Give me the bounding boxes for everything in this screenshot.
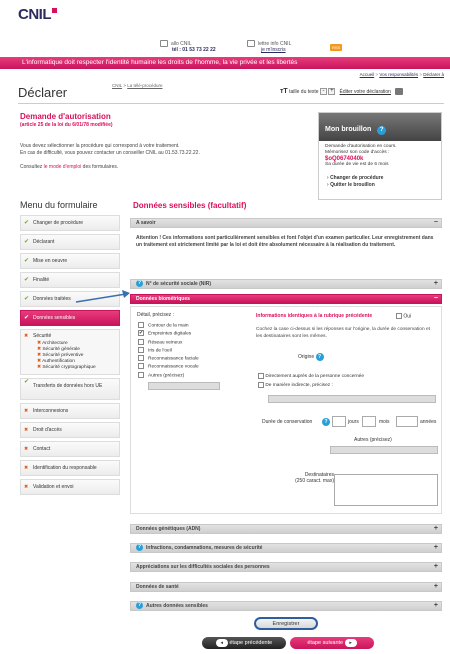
- subcrumb-item[interactable]: La télé-procédure: [127, 83, 163, 88]
- autres-input[interactable]: [148, 382, 220, 390]
- checkbox[interactable]: [138, 363, 144, 369]
- detail-label: Détail, précisez :: [137, 312, 174, 318]
- menu-item-donnees-sensibles[interactable]: ✔ Données sensibles: [20, 310, 120, 326]
- intro-text: Vous devez sélectionner la procédure qui correspond à votre traitement. En cas de difficulté, vous pouvez contacter un conseiller CNIL au 01.53.73.22.22.: [20, 143, 200, 156]
- info-identiques-label: Informations identiques à la rubrique précédente: [256, 313, 373, 319]
- menu-title: Menu du formulaire: [20, 200, 98, 210]
- menu-item-donnees-traitees[interactable]: ✔ Données traitées: [20, 291, 120, 307]
- info-text: Cochez la case ci-dessus si les réponses sur l'origine, la durée de conservation et les destinataires sont les mêmes.: [256, 327, 430, 339]
- menu-subitem[interactable]: ✖ Architecture: [37, 341, 117, 347]
- menu-item-transferts[interactable]: ✔ Transferts de données hors UE: [20, 378, 120, 400]
- checkbox[interactable]: [138, 372, 144, 378]
- edit-declaration-link[interactable]: Éditer votre déclaration: [339, 89, 391, 95]
- menu-subitem[interactable]: ✖ Sécurité générale: [37, 347, 117, 353]
- menu-item-contact[interactable]: ✖ Contact: [20, 441, 120, 457]
- help-icon[interactable]: ?: [137, 544, 142, 551]
- biometrie-options: Contour de la main ✔Empreintes digitales Réseau veineux Iris de l'oeil Reconnaissance faciale Reconnaissance vocale Autres (précisez): [138, 322, 199, 380]
- previous-step-button[interactable]: ◂ étape précédente: [202, 637, 286, 649]
- checkbox[interactable]: [138, 339, 144, 345]
- checkbox-checked[interactable]: [138, 330, 144, 336]
- adn-bar[interactable]: Données génétiques (ADN) +: [130, 524, 442, 534]
- demande-article: (article 25 de la loi du 6/01/78 modifiée): [20, 122, 113, 128]
- menu-item-changer-procedure[interactable]: ✔ Changer de procédure: [20, 215, 120, 231]
- brouillon-header: Mon brouillon ?: [319, 113, 441, 141]
- nir-bar[interactable]: ? N° de sécurité sociale (NIR) +: [130, 279, 442, 289]
- indirecte-input[interactable]: [268, 395, 436, 403]
- pointer-arrow-icon: [74, 284, 134, 304]
- arrow-right-icon: ▸: [345, 639, 357, 647]
- allo-cnil: allo CNIL tél : 01 53 73 22 22: [160, 40, 216, 53]
- origine-options: Directement auprès de la personne concernée De manière indirecte, précisez :: [258, 372, 364, 390]
- autres-sensibles-bar[interactable]: ? Autres données sensibles +: [130, 601, 442, 611]
- menu-item-declarant[interactable]: ✔ Déclarant: [20, 234, 120, 250]
- form-menu: [20, 215, 120, 498]
- expand-icon[interactable]: +: [433, 544, 438, 551]
- access-code: $oQ0674040k: [325, 156, 364, 162]
- quit-brouillon-link[interactable]: › Quitter le brouillon: [327, 182, 375, 188]
- autres-duree-input[interactable]: [330, 446, 438, 454]
- sante-bar[interactable]: Données de santé +: [130, 582, 442, 592]
- mode-emploi-text: Consultez le mode d'emploi des formulaires.: [20, 164, 119, 170]
- brouillon-box: [318, 112, 442, 200]
- infractions-bar[interactable]: ? Infractions, condamnations, mesures de sécurité +: [130, 543, 442, 553]
- autres-label: Autres (précisez): [354, 437, 392, 443]
- help-icon[interactable]: ?: [316, 353, 324, 361]
- text-tools: тT taille du texte - + Éditer votre déclaration: [280, 88, 403, 95]
- arrow-left-icon: ◂: [216, 639, 228, 647]
- text-plus-button[interactable]: +: [330, 88, 334, 95]
- asavoir-text: Attention ! Ces informations sont particulièrement sensibles et font l'objet d'un examen particulier. Leur enregistrement dans un traitement est strictement limité par la loi et doit être absolument nécessaire à la réalisation du traitement.: [136, 235, 434, 248]
- save-button[interactable]: Enregistrer: [254, 617, 318, 630]
- checkbox[interactable]: [138, 355, 144, 361]
- jours-input[interactable]: [332, 416, 346, 427]
- rss-icon[interactable]: RSS: [332, 45, 341, 50]
- oui-option[interactable]: Oui: [396, 313, 411, 319]
- envelope-icon: [247, 40, 255, 47]
- biometrie-bar[interactable]: Données biométriques −: [130, 294, 442, 304]
- print-icon[interactable]: [395, 88, 403, 95]
- checkbox[interactable]: [258, 373, 264, 379]
- expand-icon[interactable]: +: [433, 525, 438, 532]
- jours-label: jours: [348, 419, 359, 425]
- menu-item-securite[interactable]: ✖ Sécurité ✖ Architecture ✖ Sécurité générale ✖ Sécurité préventive ✖ Authentification ✖ Sécurité cryptographique: [20, 329, 120, 375]
- cross-icon: ✖: [24, 333, 29, 339]
- help-icon[interactable]: ?: [137, 280, 142, 287]
- sub-breadcrumb: CNIL > La télé-procédure: [112, 83, 163, 88]
- menu-item-mise-en-oeuvre[interactable]: ✔ Mise en oeuvre: [20, 253, 120, 269]
- breadcrumb-item[interactable]: Déclarer à: [423, 72, 444, 77]
- breadcrumb: Accueil > Vos responsabilités > Déclarer à: [359, 72, 444, 77]
- annees-label: années: [420, 419, 437, 425]
- cnil-logo[interactable]: CNIL: [18, 6, 57, 23]
- menu-item-identification[interactable]: ✖ Identification du responsable: [20, 460, 120, 476]
- collapse-icon[interactable]: −: [433, 219, 438, 226]
- checkbox[interactable]: [396, 313, 402, 319]
- slogan-banner: L'informatique doit respecter l'identité humaine les droits de l'homme, la vie privée et les libertés: [0, 57, 450, 69]
- destinataires-label: Destinataires (250 caract. max): [295, 472, 334, 484]
- breadcrumb-item[interactable]: Vos responsabilités: [379, 72, 419, 77]
- appreciations-bar[interactable]: Appréciations sur les difficultés sociales des personnes +: [130, 562, 442, 572]
- checkbox[interactable]: [258, 382, 264, 388]
- brouillon-info: Demande d'autorisation en cours. Mémorisez son code d'accès : $oQ0674040k Sa durée de vie est de 6 mois: [325, 144, 397, 167]
- next-step-button[interactable]: étape suivante ▸: [290, 637, 374, 649]
- expand-icon[interactable]: +: [433, 583, 438, 590]
- expand-icon[interactable]: +: [433, 280, 438, 287]
- breadcrumb-item[interactable]: Accueil: [359, 72, 375, 77]
- demande-title: Demande d'autorisation: [20, 112, 111, 121]
- checkbox[interactable]: [138, 322, 144, 328]
- section-title: Données sensibles (facultatif): [133, 201, 247, 210]
- menu-item-droit-acces[interactable]: ✖ Droit d'accès: [20, 422, 120, 438]
- divider: [18, 103, 444, 104]
- change-procedure-link[interactable]: › Changer de procédure: [327, 175, 383, 181]
- help-icon[interactable]: ?: [137, 602, 142, 609]
- help-icon[interactable]: ?: [377, 126, 386, 135]
- menu-item-validation[interactable]: ✖ Validation et envoi: [20, 479, 120, 495]
- asavoir-bar[interactable]: A savoir −: [130, 218, 442, 228]
- mois-label: mois: [379, 419, 390, 425]
- menu-subitem[interactable]: ✖ Authentification: [37, 359, 117, 365]
- checkbox[interactable]: [138, 347, 144, 353]
- annees-input[interactable]: [396, 416, 418, 427]
- expand-icon[interactable]: +: [433, 602, 438, 609]
- subcrumb-item[interactable]: CNIL: [112, 83, 123, 88]
- duree-label: Durée de conservation: [262, 419, 313, 425]
- menu-item-finalite[interactable]: ✔ Finalité: [20, 272, 120, 288]
- lettre-info: lettre info CNIL je m'inscris: [247, 40, 291, 53]
- origine-label: Origine ?: [298, 353, 324, 361]
- menu-item-interconnexions[interactable]: ✖ Interconnexions: [20, 403, 120, 419]
- menu-subitem[interactable]: ✖ Sécurité cryptographique: [37, 365, 117, 371]
- phone-icon: [160, 40, 168, 47]
- text-minus-button[interactable]: -: [320, 88, 327, 95]
- collapse-icon[interactable]: −: [433, 295, 438, 302]
- destinataires-textarea[interactable]: [334, 474, 438, 506]
- help-icon[interactable]: ?: [322, 418, 330, 426]
- mode-emploi-link[interactable]: le mode d'emploi: [43, 164, 82, 170]
- mois-input[interactable]: [362, 416, 376, 427]
- inscription-link[interactable]: je m'inscris: [261, 47, 286, 53]
- page-title: Déclarer: [18, 85, 68, 100]
- text-size-icon: тT: [280, 88, 288, 95]
- menu-subitem[interactable]: ✖ Sécurité préventive: [37, 353, 117, 359]
- expand-icon[interactable]: +: [433, 563, 438, 570]
